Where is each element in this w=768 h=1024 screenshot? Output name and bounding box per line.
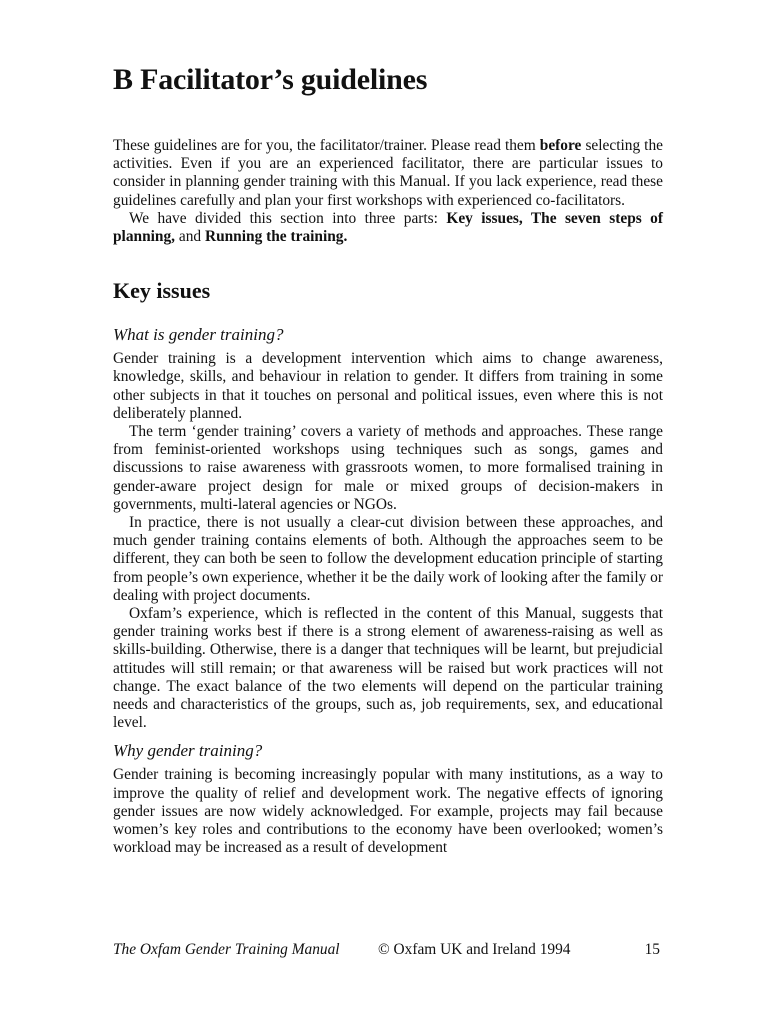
section-heading-key-issues: Key issues [113,278,211,304]
part-name-running: Running the training. [204,228,348,246]
page-number: 15 [644,941,660,958]
body-paragraph: Oxfam’s experience, which is reflected in the content of this Manual, suggests that gender training works best if there is a strong element of awareness-raising as well as skills-building. Otherwise, there is a danger that techniques will be learnt, but prejudicial attitudes will still remain; or that awareness will be raised but work practices will not change. The exact balance of the two elements will depend on the particular training needs and characteristics of the groups, such as, job requirements, sex, and educational level. [113,605,663,732]
intro-text: These guidelines are for you, the facilitator/trainer. Please read them [113,137,540,154]
footer-copyright: © Oxfam UK and Ireland 1994 [378,941,571,958]
body-paragraph: Gender training is becoming increasingly popular with many institutions, as a way to improve the quality of relief and development work. The negative effects of ignoring gender issues are now widely acknowledged. For example, projects may fail because women’s key roles and contributions to the economy have been overlooked; women’s workload may be increased as a result of development [113,766,663,857]
body-paragraph: Gender training is a development intervention which aims to change awareness, knowledge, skills, and behaviour in relation to gender. It differs from training in some other subjects in that it touches on personal and political issues, even where this is not deliberately planned. [113,350,663,422]
intro-text: selecting the activities. Even if you are an experienced facilitator, there are particular issues to consider in planning gender training with this Manual. If you lack experience, read these guidelines carefully and plan your first workshops with experienced co-facilitators. [113,137,663,209]
footer-book-title: The Oxfam Gender Training Manual [113,941,340,958]
intro-paragraph-2 [113,210,663,246]
body-paragraph: The term ‘gender training’ covers a variety of methods and approaches. These range from feminist-oriented workshops using techniques such as songs, games and discussions to raise awareness with grassroots women, to more formalised training in gender-aware project design for male or mixed groups of decision-makers in governments, multi-lateral agencies or NGOs. [113,423,663,513]
intro-text: We have divided this section into three parts: [129,209,447,227]
page-content [113,58,663,858]
subheading-why-gender-training: Why gender training? [113,741,263,761]
intro-text: and [175,228,205,246]
intro-paragraph-1 [113,137,663,210]
page-title: B Facilitator’s guidelines [113,63,428,96]
intro-emphasis-before: before [539,137,582,154]
body-paragraph: In practice, there is not usually a clear-cut division between these approaches, and much gender training contains elements of both. Although the approaches seem to be different, they can both be seen to follow the development education principle of starting from people’s own experience, whether it be the daily work of looking after the family or dealing with project documents. [113,514,663,604]
part-names: Key issues, The seven steps of planning, [113,209,663,246]
subheading-what-is-gender-training: What is gender training? [113,325,284,345]
